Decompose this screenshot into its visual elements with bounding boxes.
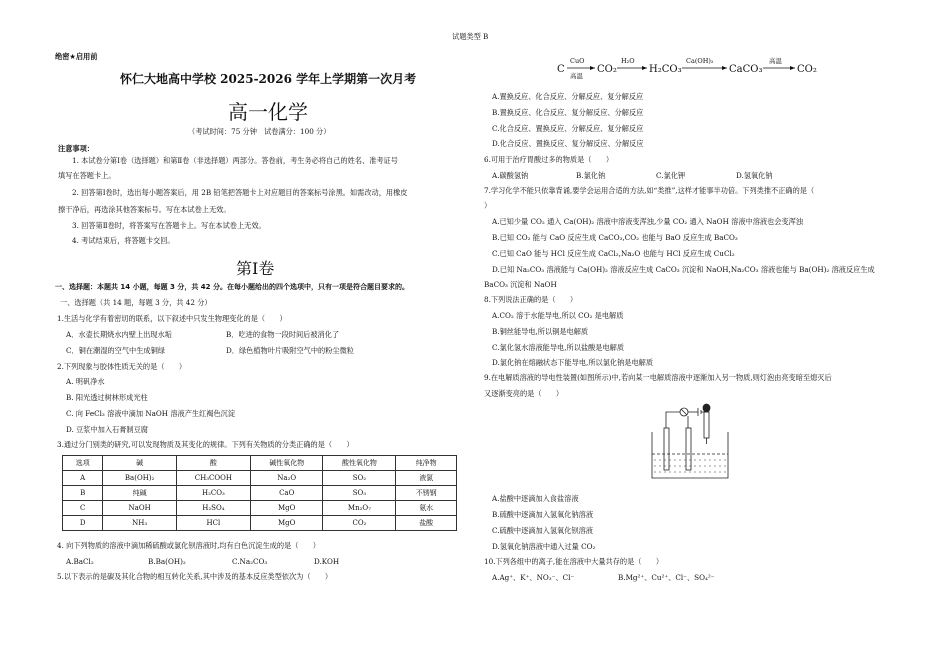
q7-option-b: B.已知 CO₂ 能与 CaO 反应生成 CaCO₃,CO₂ 也能与 BaO 反应生成 BaCO₃ <box>492 233 738 242</box>
q10-option-a: A.Ag⁺、K⁺、NO₃⁻、Cl⁻ <box>492 573 575 582</box>
q1-option-a: A．水壶长期烧水内壁上出现水垢 <box>66 330 172 339</box>
q7-option-d-cont: BaCO₃ 沉淀和 NaOH <box>484 280 557 289</box>
exam-info: （考试时间：75 分钟 试卷满分：100 分） <box>188 127 331 136</box>
secret-mark: 绝密★启用前 <box>55 52 98 61</box>
q2-option-d: D. 豆浆中加入石膏制豆腐 <box>66 425 148 434</box>
q4-option-b: B.Ba(OH)₂ <box>148 557 186 566</box>
q1-stem: 1.生活与化学有着密切的联系，以下叙述中只发生物理变化的是（ ） <box>57 314 287 323</box>
q7-stem-text: 7.学习化学不能只依靠背诵,要学会运用合适的方法,如“类推”,这样才能事半功倍。下列类推不正确的是（ <box>484 186 815 195</box>
q6-option-a: A.碳酸氢钠 <box>492 171 529 180</box>
q9-stem: 9.在电解质溶液的导电性装置(如图所示)中,若向某一电解质溶液中逐渐加入另一物质,则灯泡由亮变暗至熄灭后 <box>484 373 832 382</box>
q2-option-b: B. 阳光透过树林形成光柱 <box>66 393 148 402</box>
section-heading: 一、选择题：本题共 14 小题，每题 3 分，共 42 分。在每小题给出的四个选项中，只有一项是符合题目要求的。 <box>55 283 409 291</box>
scheme-high-temp: 高温 <box>769 57 782 65</box>
q4-option-d: D.KOH <box>314 557 340 566</box>
scheme-h2o: H₂O <box>621 57 635 65</box>
table-cell: D <box>63 516 103 531</box>
table-cell: Na₂O <box>250 471 323 486</box>
electrode-left <box>664 428 669 470</box>
table-header: 碱 <box>103 456 176 471</box>
q7-stem <box>484 186 814 196</box>
table-cell: Ba(OH)₂ <box>103 471 176 486</box>
q4-option-c: C.Na₂CO₃ <box>232 557 268 566</box>
table-cell: NH₃ <box>103 516 176 531</box>
table-row <box>63 486 457 501</box>
table-cell: MgO <box>250 501 323 516</box>
notice-item: 擦干净后，再选涂其他答案标号。写在本试卷上无效。 <box>58 205 231 214</box>
notice-item: 1. 本试卷分第Ⅰ卷（选择题）和第Ⅱ卷（非选择题）两部分。答卷前，考生务必将自己的姓名、准考证号 <box>72 156 398 165</box>
section-sub: 一、选择题（共 14 题，每题 3 分，共 42 分） <box>60 298 212 307</box>
q8-option-c: C.氯化氢水溶液能导电,所以盐酸是电解质 <box>492 343 625 352</box>
q8-option-b: B.铜丝能导电,所以铜是电解质 <box>492 327 589 336</box>
dropper-bulb <box>703 404 710 412</box>
arrow-head <box>642 66 647 70</box>
notice-item: 2. 回答第Ⅰ卷时，选出每小题答案后，用 2B 铅笔把答题卡上对应题目的答案标号涂黑。如需改动，用橡皮 <box>72 188 408 197</box>
table-cell: CO₂ <box>323 516 396 531</box>
q9-option-a: A.盐酸中逐滴加入食盐溶液 <box>492 494 579 503</box>
q9-stem-cont: 又逐渐变亮的是（ ） <box>484 389 564 398</box>
q7-option-d: D.已知 Na₂CO₃ 溶液能与 Ca(OH)₂ 溶液反应生成 CaCO₃ 沉淀和 NaOH,Na₂CO₃ 溶液也能与 Ba(OH)₂ 溶液反应生成 <box>492 265 875 274</box>
q8-option-a: A.CO₂ 溶于水能导电,所以 CO₂ 是电解质 <box>492 311 624 320</box>
conductivity-apparatus <box>640 402 740 484</box>
q9-option-d: D.氢氧化钠溶液中通入过量 CO₂ <box>492 542 596 551</box>
table-header: 酸性氧化物 <box>323 456 396 471</box>
table-cell: 氨水 <box>396 501 457 516</box>
arrow-head <box>590 66 595 70</box>
classification-table <box>62 455 457 531</box>
table-cell: A <box>63 471 103 486</box>
table-cell: 液氯 <box>396 471 457 486</box>
scheme-caoh2: Ca(OH)₂ <box>686 57 714 65</box>
q9-option-c: C.硫酸中逐滴加入氢氧化钡溶液 <box>492 526 593 535</box>
scheme-caco3: CaCO₃ <box>729 64 763 75</box>
notice-item: 填写在答题卡上。 <box>58 171 116 180</box>
table-cell: 不锈钢 <box>396 486 457 501</box>
q4-option-a: A.BaCl₂ <box>66 557 94 566</box>
beaker <box>652 432 728 478</box>
q6-option-b: B.氯化钠 <box>576 171 606 180</box>
q5-stem: 5.以下表示的是碳及其化合物的相互转化关系,其中涉及的基本反应类型依次为（ ） <box>57 572 333 581</box>
table-cell: 盐酸 <box>396 516 457 531</box>
dropper-tube <box>704 412 709 438</box>
q8-stem: 8.下列说法正确的是（ ） <box>484 295 578 304</box>
q5-option-a: A.置换反应、化合反应、分解反应、复分解反应 <box>492 92 644 101</box>
scheme-co2: CO₂ <box>597 64 617 75</box>
table-cell: H₂CO₃ <box>176 486 250 501</box>
table-header: 纯净物 <box>396 456 457 471</box>
notice-item: 4. 考试结束后，将答题卡交回。 <box>72 236 175 245</box>
table-header: 酸 <box>176 456 250 471</box>
q5-option-d: D.化合反应、置换反应、复分解反应、分解反应 <box>492 139 644 148</box>
q6-stem: 6.可用于治疗胃酸过多的物质是（ ） <box>484 155 614 164</box>
scheme-co2b: CO₂ <box>797 64 817 75</box>
electrode-right <box>686 428 691 470</box>
q6-option-d: D.氢氧化钠 <box>736 171 773 180</box>
scheme-c: C <box>557 64 565 75</box>
q10-stem: 10.下列各组中的离子,能在溶液中大量共存的是（ ） <box>484 557 664 566</box>
table-row <box>63 471 457 486</box>
scheme-high-temp: 高温 <box>570 72 583 80</box>
q7-option-a: A.已知少量 CO₂ 通入 Ca(OH)₂ 溶液中溶液变浑浊,少量 CO₂ 通入 NaOH 溶液中溶液也会变浑浊 <box>492 217 804 226</box>
table-cell: CaO <box>250 486 323 501</box>
q1-option-d: D．绿色植物叶片吸附空气中的粉尘微粒 <box>226 346 354 355</box>
q5-option-c: C.化合反应、置换反应、分解反应、复分解反应 <box>492 124 644 133</box>
q2-option-c: C. 向 FeCl₃ 溶液中滴加 NaOH 溶液产生红褐色沉淀 <box>66 409 236 418</box>
q6-option-c: C.氯化钾 <box>656 171 686 180</box>
table-header-row <box>63 456 457 471</box>
paper-type: 试题类型 B <box>452 32 489 41</box>
q9-option-b: B.硫酸中逐滴加入氢氧化钠溶液 <box>492 510 594 519</box>
scheme-h2co3: H₂CO₃ <box>649 64 682 75</box>
table-row <box>63 516 457 531</box>
wire-left <box>666 412 680 428</box>
table-header: 碱性氧化物 <box>250 456 323 471</box>
table-cell: CH₃COOH <box>176 471 250 486</box>
arrow-head <box>790 66 795 70</box>
notice-item: 3. 回答第Ⅱ卷时，将答案写在答题卡上。写在本试卷上无效。 <box>72 221 266 230</box>
table-cell: MgO <box>250 516 323 531</box>
q5-option-b: B.置换反应、化合反应、复分解反应、分解反应 <box>492 108 644 117</box>
table-cell: 纯碱 <box>103 486 176 501</box>
q7-option-c: C.已知 CaO 能与 HCl 反应生成 CaCl₂,Na₂O 也能与 HCl 反应生成 CuCl₂ <box>492 249 735 258</box>
bulb-filament <box>681 409 687 415</box>
scheme-cuo: CuO <box>570 57 585 65</box>
notice-title: 注意事项： <box>58 144 94 153</box>
arrow-head <box>722 66 727 70</box>
q3-stem: 3.通过分门别类的研究,可以发现物质及其变化的规律。下列有关物质的分类正确的是（ ） <box>57 440 354 449</box>
q1-option-c: C．铜在潮湿的空气中生成铜绿 <box>66 346 165 355</box>
table-cell: SO₃ <box>323 486 396 501</box>
table-cell: B <box>63 486 103 501</box>
table-cell: SO₂ <box>323 471 396 486</box>
q7-stem-end: ） <box>484 201 492 210</box>
table-header: 选项 <box>63 456 103 471</box>
part-title: 第Ⅰ卷 <box>236 259 275 278</box>
reaction-scheme <box>555 52 825 82</box>
table-cell: NaOH <box>103 501 176 516</box>
table-cell: C <box>63 501 103 516</box>
q4-stem: 4. 向下列物质的溶液中滴加稀硫酸或氯化钡溶液时,均有白色沉淀生成的是（ ） <box>57 541 320 550</box>
q10-option-b: B.Mg²⁺、Cu²⁺、Cl⁻、SO₄²⁻ <box>618 573 715 582</box>
table-cell: H₂SO₄ <box>176 501 250 516</box>
q2-option-a: A. 明矾净水 <box>66 377 105 386</box>
subject-title: 高一化学 <box>228 100 308 124</box>
table-cell: Mn₂O₇ <box>323 501 396 516</box>
q8-option-d: D.氯化钠在熔融状态下能导电,所以氯化钠是电解质 <box>492 358 654 367</box>
table-cell: HCl <box>176 516 250 531</box>
table-row <box>63 501 457 516</box>
q2-stem: 2.下列现象与胶体性质无关的是（ ） <box>57 362 187 371</box>
exam-title: 怀仁大地高中学校 2025-2026 学年上学期第一次月考 <box>120 72 417 86</box>
q1-option-b: B．吃进的食物一段时间后被消化了 <box>226 330 340 339</box>
